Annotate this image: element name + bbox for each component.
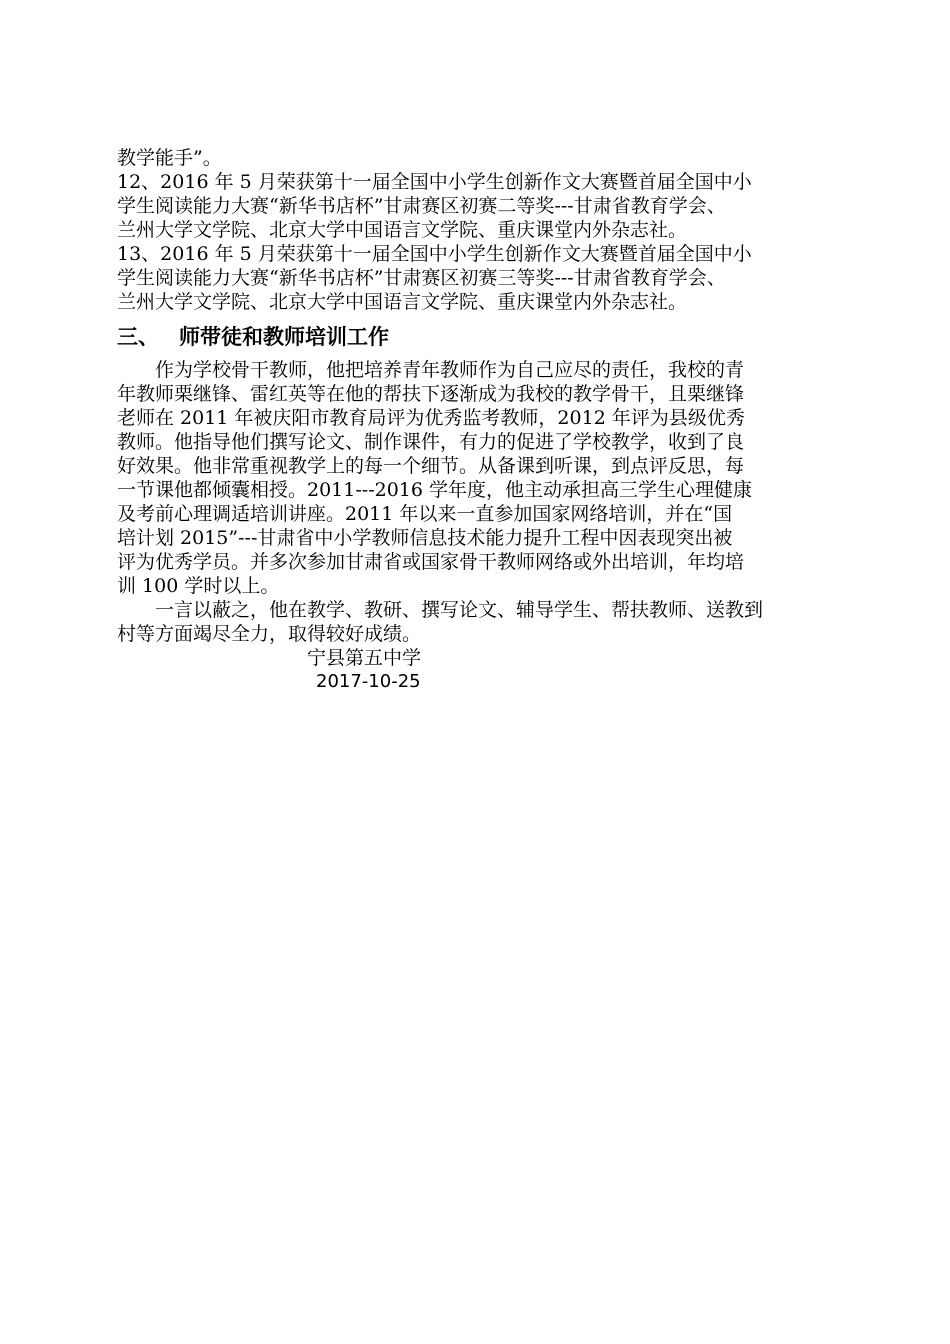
paragraph-line: 及考前心理调适培训讲座。2011 年以来一直参加国家网络培训，并在“国 (117, 503, 733, 525)
award-item-13 (117, 242, 855, 314)
award-tail-line: 教学能手”。 (117, 147, 222, 169)
paragraph-line: 老师在 2011 年被庆阳市教育局评为优秀监考教师，2012 年评为县级优秀 (117, 407, 745, 429)
paragraph-line: 教师。他指导他们撰写论文、制作课件，有力的促进了学校教学，收到了良 (117, 431, 745, 453)
award-item-13-line: 兰州大学文学院、北京大学中国语言文学院、重庆课堂内外杂志社。 (117, 291, 688, 313)
section-heading (117, 322, 855, 352)
section-paragraph-1 (117, 358, 855, 598)
paragraph-line: 作为学校骨干教师，他把培养青年教师作为自己应尽的责任，我校的青 (155, 359, 745, 381)
paragraph-line: 一节课他都倾囊相授。2011---2016 学年度，他主动承担高三学生心理健康 (117, 479, 753, 501)
paragraph-line: 一言以蔽之，他在教学、教研、撰写论文、辅导学生、帮扶教师、送教到 (155, 599, 764, 621)
paragraph-line: 训 100 学时以上。 (117, 575, 280, 597)
award-item-12-line: 12、2016 年 5 月荣获第十一届全国中小学生创新作文大赛暨首届全国中小 (117, 171, 752, 193)
award-item-12-line: 学生阅读能力大赛“新华书店杯”甘肃赛区初赛二等奖---甘肃省教育学会、 (117, 195, 726, 217)
document-body (117, 146, 855, 694)
signature-date: 2017-10-25 (316, 671, 421, 692)
award-item-13-line: 13、2016 年 5 月荣获第十一届全国中小学生创新作文大赛暨首届全国中小 (117, 243, 752, 265)
section-paragraph-2 (117, 598, 855, 646)
paragraph-line: 培计划 2015”---甘肃省中小学教师信息技术能力提升工程中因表现突出被 (117, 527, 733, 549)
paragraph-line: 村等方面竭尽全力，取得较好成绩。 (117, 623, 422, 645)
paragraph-line: 年教师栗继锋、雷红英等在他的帮扶下逐渐成为我校的教学骨干，且栗继锋 (117, 383, 745, 405)
paragraph-line: 评为优秀学员。并多次参加甘肃省或国家骨干教师网络或外出培训，年均培 (117, 551, 745, 573)
award-item-12-line: 兰州大学文学院、北京大学中国语言文学院、重庆课堂内外杂志社。 (117, 219, 688, 241)
signature-organization: 宁县第五中学 (307, 647, 422, 669)
section-number: 三、 (117, 325, 159, 349)
award-item-13-line: 学生阅读能力大赛“新华书店杯”甘肃赛区初赛三等奖---甘肃省教育学会、 (117, 267, 726, 289)
paragraph-line: 好效果。他非常重视教学上的每一个细节。从备课到听课，到点评反思，每 (117, 455, 745, 477)
award-item-12 (117, 170, 855, 242)
section-title: 师带徒和教师培训工作 (179, 325, 389, 349)
